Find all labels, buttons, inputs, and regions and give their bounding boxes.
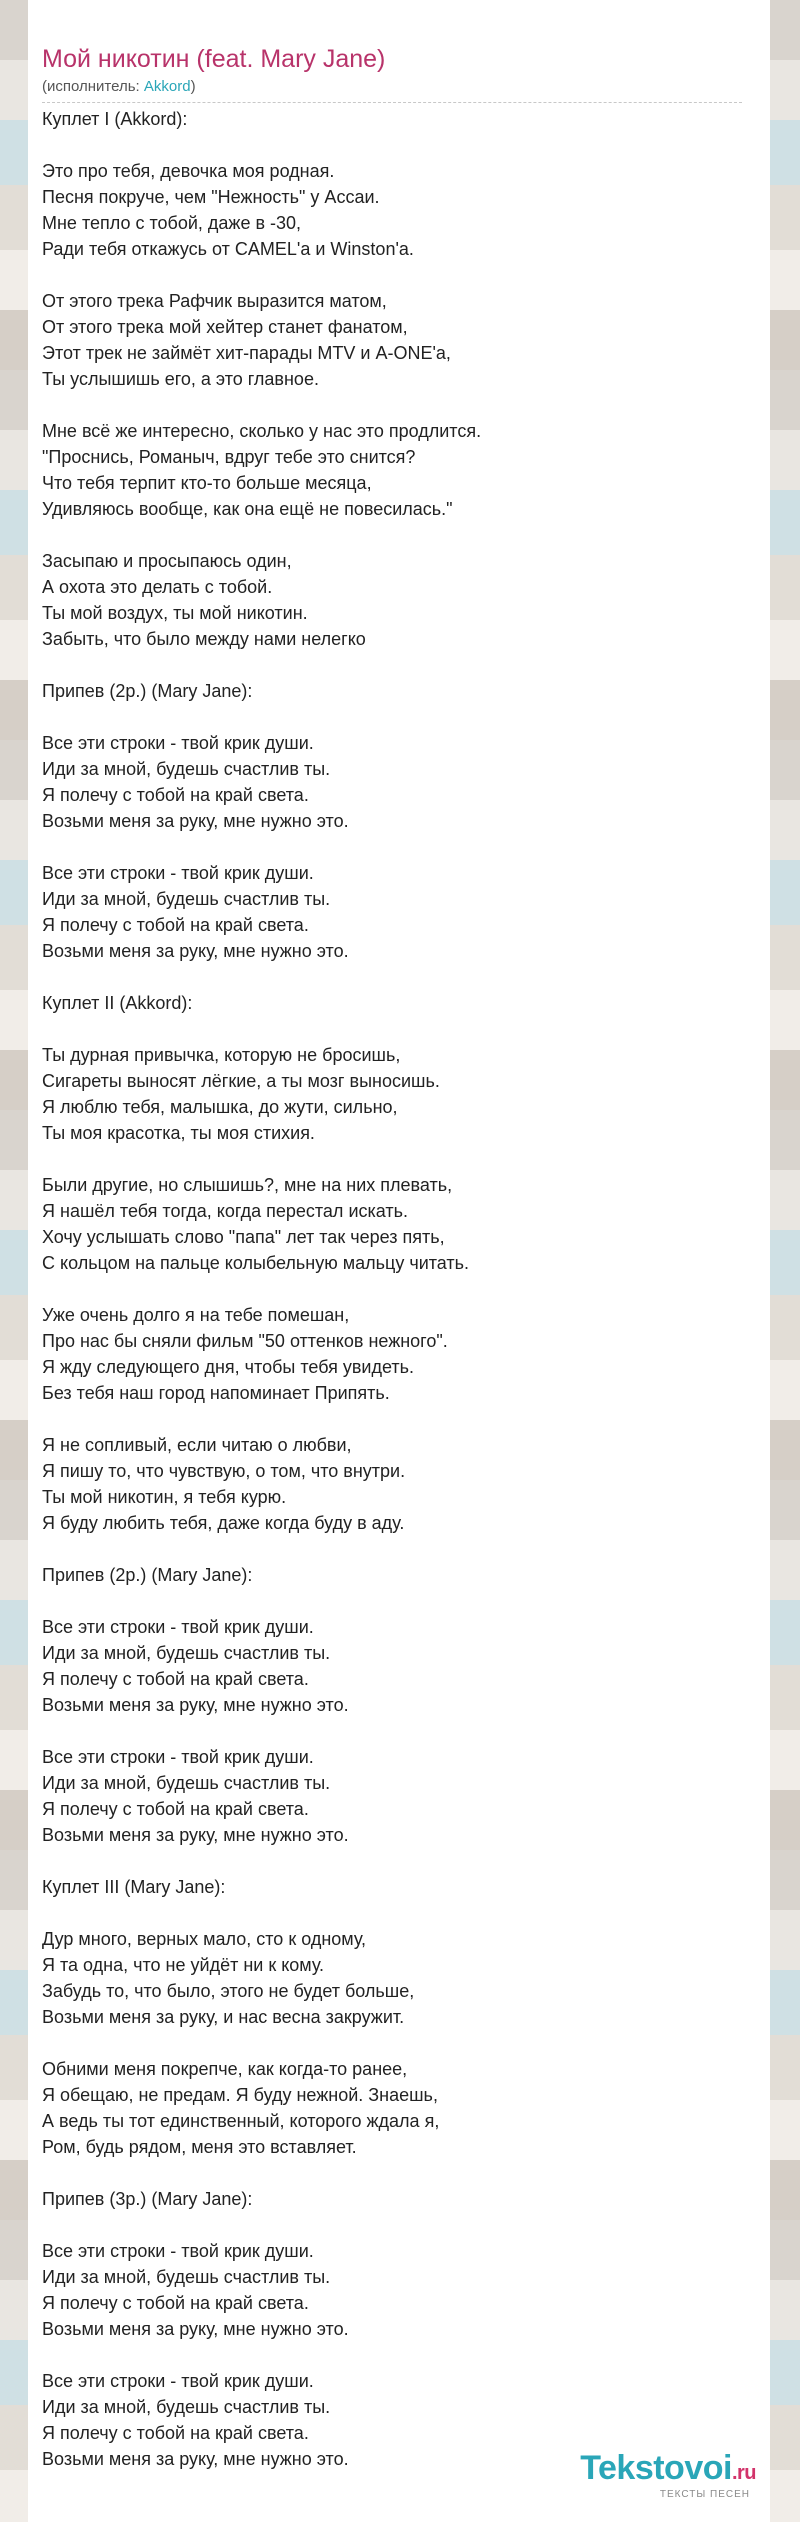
lyrics-line: Удивляюсь вообще, как она ещё не повесилась." bbox=[42, 499, 453, 519]
artist-line bbox=[42, 78, 770, 96]
lyrics-line: Этот трек не займёт хит-парады MTV и A-ONE'а, bbox=[42, 343, 451, 363]
lyrics-line: Припев (3р.) (Mary Jane): bbox=[42, 2189, 253, 2209]
lyrics-blank-line bbox=[42, 1016, 762, 1042]
lyrics-line: Я полечу с тобой на край света. bbox=[42, 1799, 309, 1819]
lyrics-line: Уже очень долго я на тебе помешан, bbox=[42, 1305, 350, 1325]
logo-suffix: .ru bbox=[731, 2462, 756, 2484]
lyrics-line: Я буду любить тебя, даже когда буду в аду. bbox=[42, 1513, 405, 1533]
lyrics-line: Возьми меня за руку, мне нужно это. bbox=[42, 1695, 349, 1715]
lyrics-line: Хочу услышать слово "папа" лет так через пять, bbox=[42, 1227, 445, 1247]
lyrics-blank-line bbox=[42, 1848, 762, 1874]
lyrics-line: Иди за мной, будешь счастлив ты. bbox=[42, 759, 331, 779]
lyrics-line: Песня покруче, чем "Нежность" у Ассаи. bbox=[42, 187, 380, 207]
lyrics-line: Я та одна, что не уйдёт ни к кому. bbox=[42, 1955, 325, 1975]
site-logo[interactable] bbox=[580, 2450, 756, 2500]
lyrics-line: Мне тепло с тобой, даже в -30, bbox=[42, 213, 302, 233]
lyrics-blank-line bbox=[42, 1146, 762, 1172]
lyrics-blank-line bbox=[42, 652, 762, 678]
lyrics-line: Возьми меня за руку, мне нужно это. bbox=[42, 811, 349, 831]
lyrics-blank-line bbox=[42, 1718, 762, 1744]
lyrics-line: Забыть, что было между нами нелегко bbox=[42, 629, 366, 649]
lyrics-line: Я полечу с тобой на край света. bbox=[42, 2423, 309, 2443]
lyrics-line: Ты моя красотка, ты моя стихия. bbox=[42, 1123, 315, 1143]
lyrics-blank-line bbox=[42, 1406, 762, 1432]
lyrics-line: Куплет I (Akkord): bbox=[42, 109, 188, 129]
lyrics-line: Все эти строки - твой крик души. bbox=[42, 2371, 314, 2391]
lyrics-line: Я нашёл тебя тогда, когда перестал искать. bbox=[42, 1201, 409, 1221]
lyrics-blank-line bbox=[42, 964, 762, 990]
lyrics-line: Я полечу с тобой на край света. bbox=[42, 915, 309, 935]
lyrics-page bbox=[28, 0, 770, 2522]
lyrics-line: Сигареты выносят лёгкие, а ты мозг выносишь. bbox=[42, 1071, 440, 1091]
lyrics-blank-line bbox=[42, 834, 762, 860]
lyrics-line: Мне всё же интересно, сколько у нас это продлится. bbox=[42, 421, 482, 441]
lyrics-blank-line bbox=[42, 392, 762, 418]
lyrics-line: Все эти строки - твой крик души. bbox=[42, 863, 314, 883]
logo-main: Tekstovoi bbox=[580, 2449, 732, 2487]
lyrics-line: Засыпаю и просыпаюсь один, bbox=[42, 551, 292, 571]
lyrics-line: Припев (2р.) (Mary Jane): bbox=[42, 1565, 253, 1585]
lyrics-line: Были другие, но слышишь?, мне на них плевать, bbox=[42, 1175, 453, 1195]
lyrics-blank-line bbox=[42, 2212, 762, 2238]
lyrics-line: Обними меня покрепче, как когда-то ранее, bbox=[42, 2059, 408, 2079]
song-header bbox=[28, 0, 770, 96]
lyrics-line: Все эти строки - твой крик души. bbox=[42, 733, 314, 753]
lyrics-line: Все эти строки - твой крик души. bbox=[42, 1617, 314, 1637]
lyrics-line: Ты мой воздух, ты мой никотин. bbox=[42, 603, 308, 623]
lyrics-line: Возьми меня за руку, и нас весна закружит. bbox=[42, 2007, 405, 2027]
lyrics-blank-line bbox=[42, 1900, 762, 1926]
artist-link[interactable]: Akkord bbox=[143, 78, 191, 95]
lyrics-line: Без тебя наш город напоминает Припять. bbox=[42, 1383, 390, 1403]
lyrics-line: Иди за мной, будешь счастлив ты. bbox=[42, 1643, 331, 1663]
lyrics-text bbox=[42, 106, 762, 2472]
lyrics-line: С кольцом на пальце колыбельную мальцу читать. bbox=[42, 1253, 470, 1273]
song-title: Мой никотин (feat. Mary Jane) bbox=[42, 45, 386, 73]
lyrics-line: Я обещаю, не предам. Я буду нежной. Знаешь, bbox=[42, 2085, 438, 2105]
logo-subtitle: ТЕКСТЫ ПЕСЕН bbox=[659, 2489, 750, 2500]
lyrics-line: Все эти строки - твой крик души. bbox=[42, 2241, 314, 2261]
lyrics-blank-line bbox=[42, 2030, 762, 2056]
lyrics-blank-line bbox=[42, 522, 762, 548]
lyrics-line: Я полечу с тобой на край света. bbox=[42, 2293, 309, 2313]
lyrics-line: Куплет III (Mary Jane): bbox=[42, 1877, 226, 1897]
lyrics-blank-line bbox=[42, 704, 762, 730]
lyrics-line: Ты мой никотин, я тебя курю. bbox=[42, 1487, 287, 1507]
lyrics-line: Я полечу с тобой на край света. bbox=[42, 1669, 309, 1689]
lyrics-line: Про нас бы сняли фильм "50 оттенков нежного". bbox=[42, 1331, 448, 1351]
lyrics-line: Иди за мной, будешь счастлив ты. bbox=[42, 889, 331, 909]
lyrics-line: Иди за мной, будешь счастлив ты. bbox=[42, 1773, 331, 1793]
lyrics-line: Дур много, верных мало, сто к одному, bbox=[42, 1929, 367, 1949]
lyrics-blank-line bbox=[42, 1536, 762, 1562]
lyrics-line: Возьми меня за руку, мне нужно это. bbox=[42, 941, 349, 961]
lyrics-line: Возьми меня за руку, мне нужно это. bbox=[42, 1825, 349, 1845]
lyrics-line: Я люблю тебя, малышка, до жути, сильно, bbox=[42, 1097, 398, 1117]
logo-text bbox=[580, 2450, 756, 2491]
lyrics-line: Я не сопливый, если читаю о любви, bbox=[42, 1435, 352, 1455]
lyrics-line: Возьми меня за руку, мне нужно это. bbox=[42, 2449, 349, 2469]
lyrics-line: Ради тебя откажусь от CAMEL'а и Winston'а. bbox=[42, 239, 414, 259]
lyrics-line: Забудь то, что было, этого не будет больше, bbox=[42, 1981, 415, 2001]
lyrics-line: Иди за мной, будешь счастлив ты. bbox=[42, 2397, 331, 2417]
artist-prefix: (исполнитель: bbox=[42, 78, 144, 95]
lyrics-line: А охота это делать с тобой. bbox=[42, 577, 273, 597]
lyrics-blank-line bbox=[42, 2160, 762, 2186]
lyrics-line: Что тебя терпит кто-то больше месяца, bbox=[42, 473, 372, 493]
lyrics-line: Я пишу то, что чувствую, о том, что внутри. bbox=[42, 1461, 406, 1481]
lyrics-line: Ром, будь рядом, меня это вставляет. bbox=[42, 2137, 357, 2157]
background-stripes-left bbox=[0, 0, 28, 2522]
lyrics-line: Иди за мной, будешь счастлив ты. bbox=[42, 2267, 331, 2287]
artist-suffix: ) bbox=[190, 78, 196, 95]
lyrics-line: Ты услышишь его, а это главное. bbox=[42, 369, 319, 389]
header-divider bbox=[42, 102, 742, 103]
lyrics-line: Все эти строки - твой крик души. bbox=[42, 1747, 314, 1767]
lyrics-line: А ведь ты тот единственный, которого ждала я, bbox=[42, 2111, 440, 2131]
lyrics-line: Это про тебя, девочка моя родная. bbox=[42, 161, 335, 181]
lyrics-blank-line bbox=[42, 132, 762, 158]
lyrics-line: Куплет II (Akkord): bbox=[42, 993, 193, 1013]
lyrics-line: От этого трека мой хейтер станет фанатом, bbox=[42, 317, 408, 337]
lyrics-line: Я жду следующего дня, чтобы тебя увидеть. bbox=[42, 1357, 415, 1377]
lyrics-line: "Проснись, Романыч, вдруг тебе это снится? bbox=[42, 447, 416, 467]
lyrics-line: Припев (2р.) (Mary Jane): bbox=[42, 681, 253, 701]
lyrics-blank-line bbox=[42, 2342, 762, 2368]
lyrics-blank-line bbox=[42, 1588, 762, 1614]
lyrics-blank-line bbox=[42, 262, 762, 288]
lyrics-line: Ты дурная привычка, которую не бросишь, bbox=[42, 1045, 401, 1065]
lyrics-line: Возьми меня за руку, мне нужно это. bbox=[42, 2319, 349, 2339]
lyrics-line: От этого трека Рафчик выразится матом, bbox=[42, 291, 387, 311]
lyrics-line: Я полечу с тобой на край света. bbox=[42, 785, 309, 805]
lyrics-blank-line bbox=[42, 1276, 762, 1302]
background-stripes-right bbox=[772, 0, 800, 2522]
